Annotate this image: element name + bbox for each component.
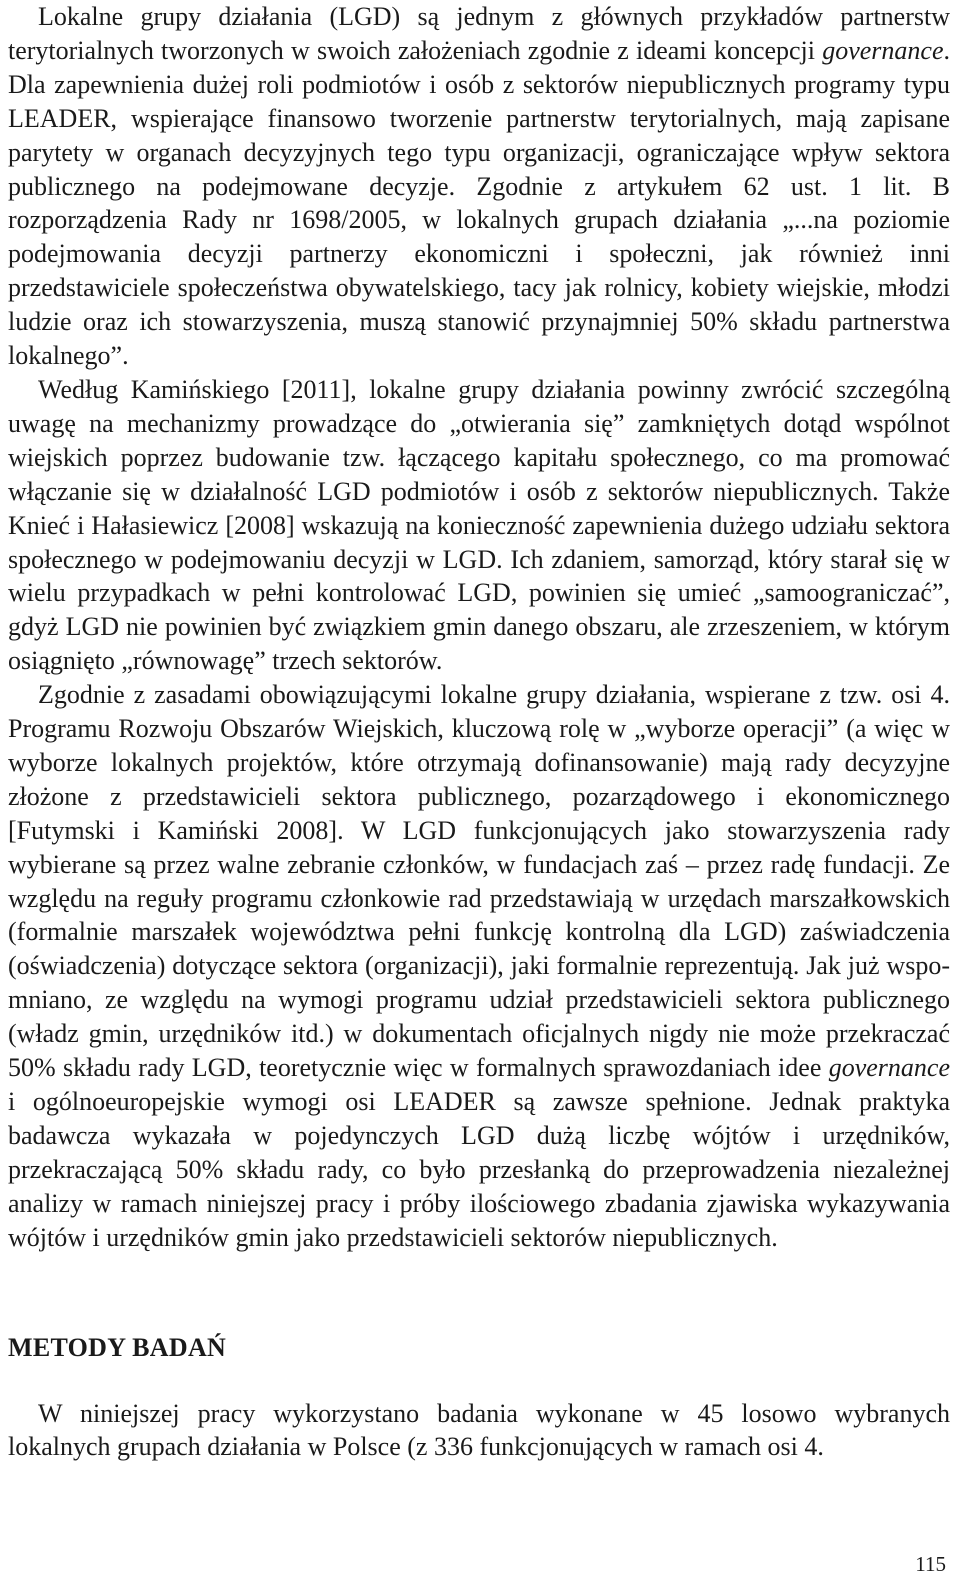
section-heading: METODY BADAŃ <box>8 1332 227 1362</box>
paragraph-1-part-2: . Dla zapewnienia dużej roli podmiotów i osób z sektorów niepublicznych programy typu LEADER, wspierające finansowo tworzenie partnerstw terytorialnych, mają zapisane parytety w organach decyzyjnych tego typu organizacji, ograniczające wpływ sektora publicznego na podejmowane decyzje. Zgodnie z artykułem 62 ust. 1 lit. B rozporządzenia Rady nr 1698/2005, w lokalnych grupach działania „...na poziomie podejmowania decyzji partnerzy ekonomiczni i społeczni, jak również inni przedstawiciele społeczeństwa obywatelskiego, tacy jak rolnicy, kobiety wiejskie, młodzi ludzie oraz ich stowarzyszenia, muszą stanowić przynajmniej 50% składu partnerstwa lokalnego”. <box>8 35 950 371</box>
paragraph-3-part-2: i ogólnoeuropejskie wymogi osi LEADER są zawsze spełnione. Jednak praktyka badawcza wykazała w pojedynczych LGD dużą liczbę wójtów i urzędników, przekraczającą 50% składu rady, co było przesłanką do przeprowadzenia niezależnej analizy w ramach niniejszej pracy i próby ilościowego zbadania zjawiska wykazywania wójtów i urzędników gmin jako przedstawicieli sektorów niepublicznych. <box>8 1087 950 1252</box>
page-number: 115 <box>915 1552 946 1576</box>
section-paragraph: W niniejszej pracy wykorzystano badania wykonane w 45 losowo wybranych lokalnych grupach działania w Polsce (z 336 funkcjonujących w ramach osi 4. <box>8 1398 950 1462</box>
document-page <box>8 0 950 1464</box>
paragraph-2 <box>8 373 950 678</box>
paragraph-3-italic-term: governance <box>828 1053 950 1083</box>
paragraph-2-text: Według Kamińskiego [2011], lokalne grupy działania powinny zwrócić szczególną uwagę na mechanizmy prowadzące do „otwierania się” zamkniętych dotąd wspólnot wiejskich poprzez budowanie tzw. łączącego kapitału społecznego, co ma promować włączanie się w działalność LGD podmiotów i osób z sektorów niepublicznych. Także Knieć i Hałasiewicz [2008] wskazują na konieczność zapewnienia dużego udziału sektora społecznego w podejmowaniu decyzji w LGD. Ich zdaniem, samorząd, który starał się w wielu przypadkach w pełni kontrolować LGD, powinien się umieć „samoograniczać”, gdyż LGD nie powinien być związkiem gmin danego obszaru, ale zrzeszeniem, w którym osiągnięto „równowagę” trzech sektorów. <box>8 374 950 676</box>
paragraph-1-italic-term: governance <box>822 35 944 65</box>
paragraph-3 <box>8 678 950 1254</box>
paragraph-1 <box>8 0 950 373</box>
paragraph-1-part-1: Lokalne grupy działania (LGD) są jednym z głównych przykładów partnerstw terytorialnych tworzonych w swoich założeniach zgodnie z ideami koncepcji <box>8 2 950 65</box>
paragraph-3-part-1: Zgodnie z zasadami obowiązującymi lokalne grupy działania, wspierane z tzw. osi 4. Programu Rozwoju Obszarów Wiejskich, kluczową rolę w „wyborze operacji” (a więc w wyborze lokalnych projektów, które otrzymają dofinansowanie) mają rady decyzyjne złożone z przedstawicieli sektora publicznego, pozarządowego i ekonomicznego [Futymski i Kamiński 2008]. W LGD funkcjonujących jako stowarzyszenia rady wybierane są przez walne zebranie członków, w fundacjach zaś – przez radę fundacji. Ze względu na reguły programu członkowie rad przedstawiają w urzędach marszałkowskich (formalnie marszałek województwa pełni funkcję kontrolną dla LGD) zaświadczenia (oświadczenia) dotyczące sektora (organizacji), jaki formalnie reprezentują. Jak już wspomniano, ze względu na wymogi programu udział przedstawicieli sektora publicznego (władz gmin, urzędników itd.) w dokumentach oficjalnych nigdy nie może przekraczać 50% składu rady LGD, teoretycznie więc w formalnych sprawozdaniach idee <box>8 680 950 1083</box>
